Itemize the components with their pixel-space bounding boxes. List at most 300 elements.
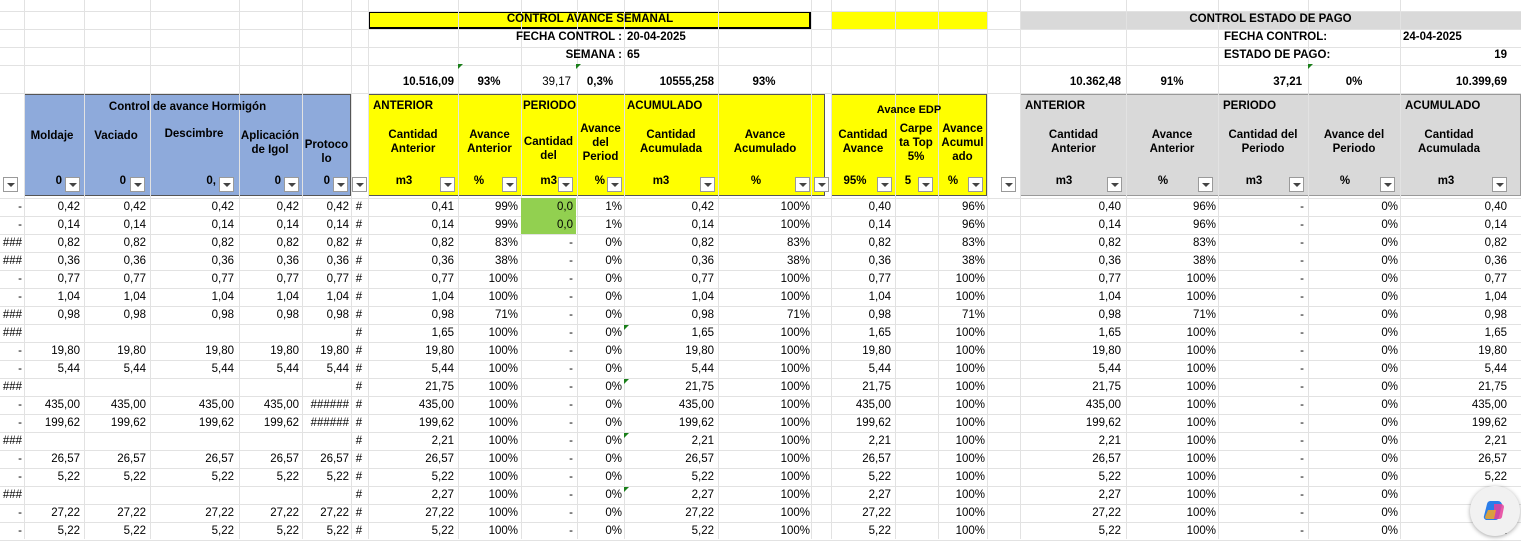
- table-cell[interactable]: 100%: [955, 471, 985, 483]
- table-cell[interactable]: 26,57: [320, 453, 349, 465]
- filter-dropdown-icon[interactable]: [968, 177, 983, 192]
- table-cell[interactable]: -: [18, 201, 22, 213]
- table-cell[interactable]: 38%: [494, 255, 518, 267]
- table-cell[interactable]: 5,44: [868, 363, 891, 375]
- table-cell[interactable]: 5,22: [123, 471, 146, 483]
- table-cell[interactable]: 0,36: [276, 255, 299, 267]
- table-cell[interactable]: 21,75: [1092, 381, 1121, 393]
- table-cell[interactable]: 199,62: [198, 417, 234, 429]
- table-cell[interactable]: 199,62: [110, 417, 146, 429]
- table-cell[interactable]: 1,04: [431, 291, 454, 303]
- table-cell[interactable]: 19,80: [205, 345, 234, 357]
- table-cell[interactable]: 5,44: [57, 363, 80, 375]
- table-cell[interactable]: 100%: [780, 489, 810, 501]
- table-cell[interactable]: 1,65: [1098, 327, 1121, 339]
- table-cell[interactable]: 0,77: [276, 273, 299, 285]
- filter-dropdown-icon[interactable]: [502, 177, 517, 192]
- table-cell[interactable]: 19,80: [425, 345, 454, 357]
- table-cell[interactable]: [302, 432, 349, 450]
- table-cell[interactable]: 5,22: [1484, 471, 1507, 483]
- table-cell[interactable]: 5,22: [431, 471, 454, 483]
- filter-dropdown-icon[interactable]: [558, 177, 573, 192]
- table-cell[interactable]: [895, 324, 935, 342]
- table-cell[interactable]: 199,62: [44, 417, 80, 429]
- table-cell[interactable]: #: [355, 363, 363, 375]
- table-cell[interactable]: 100%: [1186, 291, 1216, 303]
- table-cell[interactable]: 100%: [780, 525, 810, 537]
- table-cell[interactable]: #: [355, 525, 363, 537]
- table-cell[interactable]: 435,00: [1471, 399, 1507, 411]
- table-cell[interactable]: 199,62: [263, 417, 299, 429]
- table-cell[interactable]: 0,77: [123, 273, 146, 285]
- table-cell[interactable]: 19,80: [270, 345, 299, 357]
- table-cell[interactable]: [895, 522, 935, 540]
- table-cell[interactable]: 0,77: [1484, 273, 1507, 285]
- table-cell[interactable]: [302, 324, 349, 342]
- table-cell[interactable]: [150, 324, 234, 342]
- table-cell[interactable]: [24, 378, 80, 396]
- filter-dropdown-icon[interactable]: [1198, 177, 1213, 192]
- table-cell[interactable]: 1,04: [123, 291, 146, 303]
- table-cell[interactable]: 100%: [1186, 525, 1216, 537]
- filter-dropdown-icon[interactable]: [333, 177, 348, 192]
- table-cell[interactable]: #: [355, 327, 363, 339]
- table-cell[interactable]: 0,82: [691, 237, 714, 249]
- table-cell[interactable]: 100%: [955, 525, 985, 537]
- table-cell[interactable]: 0%: [1381, 471, 1398, 483]
- table-cell[interactable]: 0%: [1381, 219, 1398, 231]
- table-cell[interactable]: 100%: [780, 381, 810, 393]
- table-cell[interactable]: #: [355, 345, 363, 357]
- table-cell[interactable]: 1,04: [868, 291, 891, 303]
- table-cell[interactable]: 1%: [605, 201, 622, 213]
- table-cell[interactable]: 19,80: [320, 345, 349, 357]
- table-cell[interactable]: 0,82: [276, 237, 299, 249]
- table-cell[interactable]: 0,14: [1098, 219, 1121, 231]
- table-cell[interactable]: 0,14: [431, 219, 454, 231]
- table-cell[interactable]: 38%: [1192, 255, 1216, 267]
- table-cell[interactable]: 1,65: [431, 327, 454, 339]
- table-cell[interactable]: -: [18, 363, 22, 375]
- table-cell[interactable]: 0,42: [211, 201, 234, 213]
- table-cell[interactable]: 0,82: [57, 237, 80, 249]
- table-cell[interactable]: [895, 378, 935, 396]
- table-cell[interactable]: 5,22: [1098, 471, 1121, 483]
- table-cell[interactable]: 1,04: [1484, 291, 1507, 303]
- table-cell[interactable]: -: [18, 345, 22, 357]
- table-cell[interactable]: 5,22: [868, 471, 891, 483]
- table-cell[interactable]: ######: [310, 417, 349, 429]
- table-cell[interactable]: 2,21: [1098, 435, 1121, 447]
- filter-dropdown-icon[interactable]: [607, 177, 622, 192]
- table-cell[interactable]: 0,98: [1098, 309, 1121, 321]
- table-cell[interactable]: 100%: [488, 453, 518, 465]
- table-cell[interactable]: 100%: [780, 363, 810, 375]
- table-cell[interactable]: 100%: [488, 291, 518, 303]
- table-cell[interactable]: 27,22: [320, 507, 349, 519]
- table-cell[interactable]: 0,77: [431, 273, 454, 285]
- table-cell[interactable]: 0,82: [123, 237, 146, 249]
- table-cell[interactable]: -: [1300, 381, 1304, 393]
- table-cell[interactable]: -: [18, 399, 22, 411]
- table-cell[interactable]: -: [1300, 525, 1304, 537]
- table-cell[interactable]: 2,21: [1484, 435, 1507, 447]
- table-cell[interactable]: 100%: [1186, 381, 1216, 393]
- table-cell[interactable]: -: [569, 417, 573, 429]
- table-cell[interactable]: ###: [2, 435, 22, 447]
- table-cell[interactable]: 0,14: [57, 219, 80, 231]
- table-cell[interactable]: 2,21: [431, 435, 454, 447]
- table-cell[interactable]: -: [1300, 453, 1304, 465]
- table-cell[interactable]: 1,04: [57, 291, 80, 303]
- table-cell[interactable]: [895, 270, 935, 288]
- table-cell[interactable]: 100%: [488, 345, 518, 357]
- table-cell[interactable]: -: [1300, 489, 1304, 501]
- table-cell[interactable]: 2,21: [691, 435, 714, 447]
- filter-dropdown-icon[interactable]: [877, 177, 892, 192]
- table-cell[interactable]: 100%: [780, 471, 810, 483]
- table-cell[interactable]: 100%: [780, 273, 810, 285]
- table-cell[interactable]: 5,22: [211, 525, 234, 537]
- filter-dropdown-icon[interactable]: [352, 177, 367, 192]
- table-cell[interactable]: 0,36: [431, 255, 454, 267]
- table-cell[interactable]: 100%: [955, 435, 985, 447]
- table-cell[interactable]: 100%: [488, 417, 518, 429]
- table-cell[interactable]: 0%: [1381, 399, 1398, 411]
- table-cell[interactable]: 100%: [1186, 363, 1216, 375]
- table-cell[interactable]: 21,75: [862, 381, 891, 393]
- table-cell[interactable]: 0%: [1381, 363, 1398, 375]
- table-cell[interactable]: 0,36: [57, 255, 80, 267]
- table-cell[interactable]: 0,0: [521, 216, 576, 234]
- table-cell[interactable]: 27,22: [1092, 507, 1121, 519]
- table-cell[interactable]: #: [355, 219, 363, 231]
- table-cell[interactable]: [895, 396, 935, 414]
- table-cell[interactable]: ###: [2, 237, 22, 249]
- table-cell[interactable]: #: [355, 273, 363, 285]
- table-cell[interactable]: 0%: [605, 345, 622, 357]
- table-cell[interactable]: -: [569, 363, 573, 375]
- table-cell[interactable]: 19,80: [1478, 345, 1507, 357]
- table-cell[interactable]: -: [18, 219, 22, 231]
- table-cell[interactable]: 435,00: [198, 399, 234, 411]
- table-cell[interactable]: 0,14: [1484, 219, 1507, 231]
- filter-dropdown-icon[interactable]: [1001, 177, 1016, 192]
- table-cell[interactable]: -: [1300, 399, 1304, 411]
- table-cell[interactable]: [24, 324, 80, 342]
- table-cell[interactable]: 5,22: [57, 525, 80, 537]
- table-cell[interactable]: 38%: [961, 255, 985, 267]
- table-cell[interactable]: 0,14: [276, 219, 299, 231]
- table-cell[interactable]: 435,00: [418, 399, 454, 411]
- table-cell[interactable]: 0%: [605, 381, 622, 393]
- table-cell[interactable]: 2,27: [691, 489, 714, 501]
- table-cell[interactable]: 0%: [605, 453, 622, 465]
- table-cell[interactable]: -: [569, 525, 573, 537]
- table-cell[interactable]: 0,98: [1484, 309, 1507, 321]
- table-cell[interactable]: 199,62: [1471, 417, 1507, 429]
- table-cell[interactable]: 100%: [1186, 435, 1216, 447]
- table-cell[interactable]: [895, 504, 935, 522]
- table-cell[interactable]: 27,22: [685, 507, 714, 519]
- table-cell[interactable]: -: [1300, 237, 1304, 249]
- table-cell[interactable]: 5,22: [326, 525, 349, 537]
- table-cell[interactable]: 27,22: [862, 507, 891, 519]
- filter-dropdown-icon[interactable]: [440, 177, 455, 192]
- table-cell[interactable]: 0%: [1381, 453, 1398, 465]
- table-cell[interactable]: 5,22: [276, 525, 299, 537]
- table-cell[interactable]: 100%: [780, 507, 810, 519]
- table-cell[interactable]: 0,77: [57, 273, 80, 285]
- table-cell[interactable]: [150, 378, 234, 396]
- table-cell[interactable]: 19,80: [51, 345, 80, 357]
- table-cell[interactable]: 5,44: [1484, 363, 1507, 375]
- table-cell[interactable]: 100%: [1186, 273, 1216, 285]
- filter-dropdown-icon[interactable]: [700, 177, 715, 192]
- table-cell[interactable]: 21,75: [685, 381, 714, 393]
- table-cell[interactable]: -: [1300, 435, 1304, 447]
- table-cell[interactable]: -: [1300, 507, 1304, 519]
- table-cell[interactable]: 0,82: [211, 237, 234, 249]
- table-cell[interactable]: 100%: [780, 435, 810, 447]
- filter-dropdown-icon[interactable]: [130, 177, 145, 192]
- table-cell[interactable]: -: [18, 273, 22, 285]
- table-cell[interactable]: 435,00: [855, 399, 891, 411]
- table-cell[interactable]: 1,04: [691, 291, 714, 303]
- table-cell[interactable]: -: [18, 453, 22, 465]
- table-cell[interactable]: 5,44: [211, 363, 234, 375]
- table-cell[interactable]: 100%: [780, 453, 810, 465]
- table-cell[interactable]: 2,21: [868, 435, 891, 447]
- table-cell[interactable]: [24, 486, 80, 504]
- table-cell[interactable]: 1,65: [1484, 327, 1507, 339]
- table-cell[interactable]: #: [355, 489, 363, 501]
- table-cell[interactable]: 26,57: [425, 453, 454, 465]
- table-cell[interactable]: -: [569, 237, 573, 249]
- table-cell[interactable]: 71%: [1192, 309, 1216, 321]
- table-cell[interactable]: [84, 432, 146, 450]
- table-cell[interactable]: 83%: [786, 237, 810, 249]
- table-cell[interactable]: 26,57: [685, 453, 714, 465]
- table-cell[interactable]: 2,27: [1098, 489, 1121, 501]
- table-cell[interactable]: 100%: [955, 399, 985, 411]
- table-cell[interactable]: [239, 324, 299, 342]
- table-cell[interactable]: 21,75: [425, 381, 454, 393]
- table-cell[interactable]: -: [1300, 327, 1304, 339]
- table-cell[interactable]: 0%: [1381, 201, 1398, 213]
- table-cell[interactable]: -: [1300, 255, 1304, 267]
- table-cell[interactable]: 0%: [1381, 273, 1398, 285]
- table-cell[interactable]: 0%: [1381, 237, 1398, 249]
- table-cell[interactable]: -: [569, 327, 573, 339]
- table-cell[interactable]: [895, 198, 935, 216]
- table-cell[interactable]: 0,40: [868, 201, 891, 213]
- table-cell[interactable]: 26,57: [1478, 453, 1507, 465]
- table-cell[interactable]: -: [569, 489, 573, 501]
- table-cell[interactable]: 100%: [780, 291, 810, 303]
- table-cell[interactable]: -: [1300, 345, 1304, 357]
- table-cell[interactable]: 5,22: [57, 471, 80, 483]
- table-cell[interactable]: 96%: [1192, 219, 1216, 231]
- table-cell[interactable]: 5,44: [276, 363, 299, 375]
- table-cell[interactable]: [302, 378, 349, 396]
- table-cell[interactable]: 100%: [780, 201, 810, 213]
- table-cell[interactable]: 100%: [955, 291, 985, 303]
- table-cell[interactable]: 5,22: [868, 525, 891, 537]
- table-cell[interactable]: #: [355, 201, 363, 213]
- table-cell[interactable]: 0%: [1381, 381, 1398, 393]
- table-cell[interactable]: 0,36: [326, 255, 349, 267]
- table-cell[interactable]: -: [569, 291, 573, 303]
- table-cell[interactable]: 99%: [494, 219, 518, 231]
- table-cell[interactable]: -: [569, 273, 573, 285]
- table-cell[interactable]: 71%: [961, 309, 985, 321]
- table-cell[interactable]: 0,98: [211, 309, 234, 321]
- table-cell[interactable]: 19,80: [117, 345, 146, 357]
- table-cell[interactable]: #: [355, 237, 363, 249]
- table-cell[interactable]: 100%: [955, 453, 985, 465]
- filter-dropdown-icon[interactable]: [1492, 177, 1507, 192]
- table-cell[interactable]: 96%: [961, 201, 985, 213]
- table-cell[interactable]: 1%: [605, 219, 622, 231]
- table-cell[interactable]: 0%: [605, 255, 622, 267]
- table-cell[interactable]: #: [355, 471, 363, 483]
- table-cell[interactable]: 1,04: [326, 291, 349, 303]
- table-cell[interactable]: 5,44: [326, 363, 349, 375]
- table-cell[interactable]: 21,75: [1478, 381, 1507, 393]
- table-cell[interactable]: 0,14: [691, 219, 714, 231]
- table-cell[interactable]: 5,22: [431, 525, 454, 537]
- table-cell[interactable]: 199,62: [418, 417, 454, 429]
- table-cell[interactable]: 0%: [605, 327, 622, 339]
- table-cell[interactable]: 0%: [605, 363, 622, 375]
- table-cell[interactable]: 99%: [494, 201, 518, 213]
- table-cell[interactable]: 27,22: [205, 507, 234, 519]
- table-cell[interactable]: -: [18, 417, 22, 429]
- table-cell[interactable]: 0%: [605, 399, 622, 411]
- table-cell[interactable]: [150, 432, 234, 450]
- table-cell[interactable]: ###: [2, 489, 22, 501]
- table-cell[interactable]: 0,82: [1098, 237, 1121, 249]
- table-cell[interactable]: [150, 486, 234, 504]
- table-cell[interactable]: 26,57: [1092, 453, 1121, 465]
- table-cell[interactable]: 5,44: [1098, 363, 1121, 375]
- table-cell[interactable]: 0%: [1381, 291, 1398, 303]
- table-cell[interactable]: 0%: [605, 435, 622, 447]
- table-cell[interactable]: 100%: [1186, 489, 1216, 501]
- table-cell[interactable]: #: [355, 381, 363, 393]
- filter-dropdown-icon[interactable]: [65, 177, 80, 192]
- table-cell[interactable]: 435,00: [110, 399, 146, 411]
- table-cell[interactable]: 83%: [1192, 237, 1216, 249]
- table-cell[interactable]: 0,98: [431, 309, 454, 321]
- table-cell[interactable]: 71%: [494, 309, 518, 321]
- table-cell[interactable]: [239, 432, 299, 450]
- table-cell[interactable]: [895, 468, 935, 486]
- table-cell[interactable]: -: [1300, 291, 1304, 303]
- table-cell[interactable]: 0%: [605, 273, 622, 285]
- table-cell[interactable]: #: [355, 453, 363, 465]
- table-cell[interactable]: 0%: [605, 525, 622, 537]
- table-cell[interactable]: 19,80: [685, 345, 714, 357]
- table-cell[interactable]: 5,22: [691, 471, 714, 483]
- table-cell[interactable]: [895, 360, 935, 378]
- table-cell[interactable]: [895, 432, 935, 450]
- table-cell[interactable]: 0,36: [691, 255, 714, 267]
- table-cell[interactable]: #: [355, 435, 363, 447]
- table-cell[interactable]: 100%: [488, 435, 518, 447]
- table-cell[interactable]: 0,42: [276, 201, 299, 213]
- filter-dropdown-icon[interactable]: [219, 177, 234, 192]
- table-cell[interactable]: 0,36: [123, 255, 146, 267]
- table-cell[interactable]: 96%: [961, 219, 985, 231]
- table-cell[interactable]: 0,0: [521, 198, 576, 216]
- table-cell[interactable]: 100%: [780, 345, 810, 357]
- table-cell[interactable]: [895, 306, 935, 324]
- table-cell[interactable]: [895, 342, 935, 360]
- table-cell[interactable]: 26,57: [205, 453, 234, 465]
- table-cell[interactable]: -: [1300, 219, 1304, 231]
- table-cell[interactable]: [239, 486, 299, 504]
- table-cell[interactable]: -: [569, 381, 573, 393]
- table-cell[interactable]: 100%: [488, 363, 518, 375]
- table-cell[interactable]: 0%: [605, 507, 622, 519]
- table-cell[interactable]: [302, 486, 349, 504]
- table-cell[interactable]: 0,14: [868, 219, 891, 231]
- table-cell[interactable]: 0,36: [211, 255, 234, 267]
- table-cell[interactable]: 100%: [1186, 345, 1216, 357]
- table-cell[interactable]: #: [355, 309, 363, 321]
- table-cell[interactable]: -: [1300, 201, 1304, 213]
- table-cell[interactable]: 0,36: [1484, 255, 1507, 267]
- table-cell[interactable]: 27,22: [270, 507, 299, 519]
- table-cell[interactable]: 0,41: [431, 201, 454, 213]
- table-cell[interactable]: 0,36: [1098, 255, 1121, 267]
- table-cell[interactable]: 1,04: [276, 291, 299, 303]
- table-cell[interactable]: [895, 486, 935, 504]
- table-cell[interactable]: 0,42: [326, 201, 349, 213]
- table-cell[interactable]: 5,22: [691, 525, 714, 537]
- table-cell[interactable]: 100%: [488, 507, 518, 519]
- table-cell[interactable]: 0%: [1381, 435, 1398, 447]
- table-cell[interactable]: 435,00: [678, 399, 714, 411]
- table-cell[interactable]: 199,62: [1085, 417, 1121, 429]
- table-cell[interactable]: 100%: [488, 489, 518, 501]
- table-cell[interactable]: 0%: [605, 417, 622, 429]
- table-cell[interactable]: 0%: [1381, 255, 1398, 267]
- table-cell[interactable]: 100%: [955, 363, 985, 375]
- table-cell[interactable]: 100%: [955, 489, 985, 501]
- table-cell[interactable]: 100%: [955, 345, 985, 357]
- table-cell[interactable]: 100%: [780, 327, 810, 339]
- table-cell[interactable]: -: [1300, 417, 1304, 429]
- table-cell[interactable]: 100%: [780, 399, 810, 411]
- filter-dropdown-icon[interactable]: [1107, 177, 1122, 192]
- table-cell[interactable]: 5,22: [276, 471, 299, 483]
- table-cell[interactable]: [895, 252, 935, 270]
- table-cell[interactable]: 0,98: [326, 309, 349, 321]
- table-cell[interactable]: 0,82: [431, 237, 454, 249]
- table-cell[interactable]: 5,22: [123, 525, 146, 537]
- table-cell[interactable]: 100%: [1186, 471, 1216, 483]
- filter-dropdown-icon[interactable]: [1380, 177, 1395, 192]
- table-cell[interactable]: -: [569, 453, 573, 465]
- filter-dropdown-icon[interactable]: [1289, 177, 1304, 192]
- table-cell[interactable]: 0,42: [123, 201, 146, 213]
- table-cell[interactable]: 100%: [780, 219, 810, 231]
- table-cell[interactable]: 100%: [1186, 453, 1216, 465]
- table-cell[interactable]: 0,14: [211, 219, 234, 231]
